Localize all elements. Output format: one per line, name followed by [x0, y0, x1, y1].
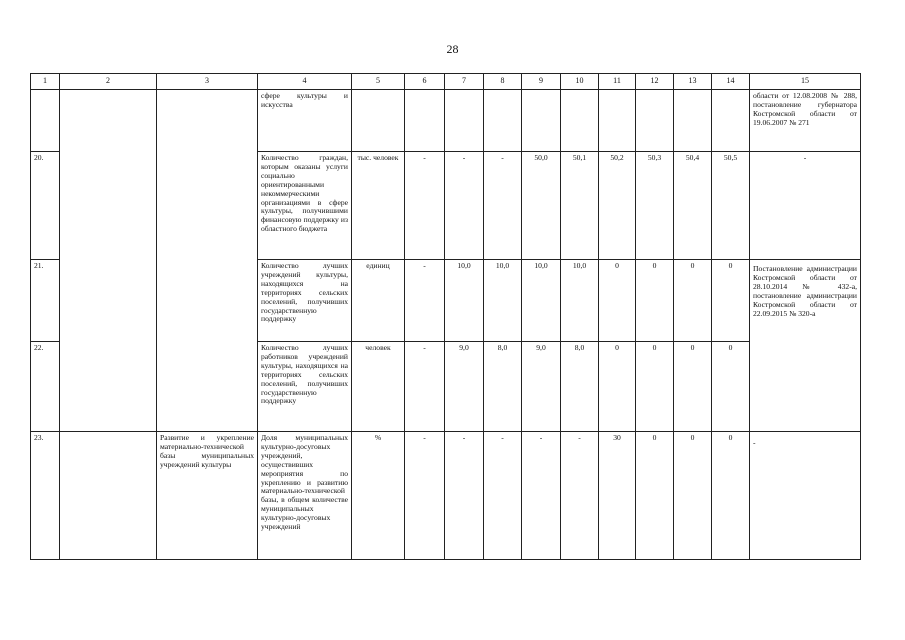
- header-cell: 7: [445, 74, 484, 90]
- unit-cell: %: [352, 432, 405, 560]
- value-cell: 0: [636, 260, 674, 342]
- indicator-name: Количество лучших работников учреждений культуры, находящихся на территориях сельских поселений, получивших государственную поддержку: [258, 342, 352, 432]
- value-cell: 8,0: [561, 342, 599, 432]
- value-cell: -: [445, 152, 484, 260]
- header-cell: 11: [599, 74, 636, 90]
- value-cell: -: [522, 432, 561, 560]
- legal-basis-cell: -: [750, 432, 861, 560]
- value-cell: 50,3: [636, 152, 674, 260]
- value-cell: 0: [636, 342, 674, 432]
- value-cell: 50,4: [674, 152, 712, 260]
- header-cell: 13: [674, 74, 712, 90]
- value-cell: 9,0: [522, 342, 561, 432]
- value-cell: 10,0: [445, 260, 484, 342]
- value-cell: 0: [599, 260, 636, 342]
- value-cell: 0: [636, 432, 674, 560]
- measure-cell: Развитие и укрепление материально-технической базы муниципальных учреждений культуры: [157, 432, 258, 560]
- value-cell: -: [405, 432, 445, 560]
- value-cell: 50,2: [599, 152, 636, 260]
- value-cell: 30: [599, 432, 636, 560]
- unit-cell: тыс. человек: [352, 152, 405, 260]
- unit-cell: единиц: [352, 260, 405, 342]
- legal-basis-cell: Постановление администрации Костромской области от 28.10.2014 № 432-а, постановление администрации Костромской области от 22.09.2015 № 320-а: [750, 260, 861, 432]
- value-cell: 0: [674, 432, 712, 560]
- indicator-name: Количество граждан, которым оказаны услуги социально ориентированными некоммерческими организациями в сфере культуры, получившими финансовую поддержку из областного бюджета: [258, 152, 352, 260]
- value-cell: 9,0: [445, 342, 484, 432]
- value-cell: -: [405, 342, 445, 432]
- value-cell: [405, 90, 445, 152]
- measure-cell: [157, 90, 258, 432]
- value-cell: [712, 90, 750, 152]
- table-row: [31, 90, 861, 152]
- indicator-name: Доля муниципальных культурно-досуговых учреждений, осуществивших мероприятия по укреплению и развитию материально-технической базы, в общем количестве муниципальных культурно-досуговых учреждений: [258, 432, 352, 560]
- value-cell: 0: [712, 260, 750, 342]
- row-number: 21.: [31, 260, 60, 342]
- header-cell: 6: [405, 74, 445, 90]
- header-cell: 2: [60, 74, 157, 90]
- row-number: [31, 90, 60, 152]
- row-number: 22.: [31, 342, 60, 432]
- indicator-name: сфере культуры и искусства: [258, 90, 352, 152]
- value-cell: 0: [599, 342, 636, 432]
- indicator-name: Количество лучших учреждений культуры, находящихся на территориях сельских поселений, получивших государственную поддержку: [258, 260, 352, 342]
- row-number: 23.: [31, 432, 60, 560]
- value-cell: 10,0: [561, 260, 599, 342]
- value-cell: -: [405, 152, 445, 260]
- value-cell: [522, 90, 561, 152]
- value-cell: 8,0: [484, 342, 522, 432]
- value-cell: 0: [674, 342, 712, 432]
- value-cell: 0: [674, 260, 712, 342]
- page-number: 28: [446, 42, 459, 56]
- value-cell: -: [445, 432, 484, 560]
- header-cell: 9: [522, 74, 561, 90]
- header-cell: 3: [157, 74, 258, 90]
- value-cell: -: [484, 152, 522, 260]
- value-cell: 0: [712, 342, 750, 432]
- program-cell: [60, 432, 157, 560]
- unit-cell: [352, 90, 405, 152]
- header-cell: 15: [750, 74, 861, 90]
- value-cell: 50,1: [561, 152, 599, 260]
- value-cell: 50,0: [522, 152, 561, 260]
- value-cell: 10,0: [484, 260, 522, 342]
- program-cell: [60, 90, 157, 432]
- value-cell: [636, 90, 674, 152]
- value-cell: [599, 90, 636, 152]
- indicators-table: [30, 73, 861, 560]
- value-cell: [674, 90, 712, 152]
- value-cell: -: [561, 432, 599, 560]
- value-cell: 50,5: [712, 152, 750, 260]
- value-cell: 10,0: [522, 260, 561, 342]
- row-number: 20.: [31, 152, 60, 260]
- legal-basis-cell: области от 12.08.2008 № 288, постановление губернатора Костромской области от 19.06.2007 № 271: [750, 90, 861, 152]
- value-cell: [484, 90, 522, 152]
- value-cell: -: [405, 260, 445, 342]
- value-cell: -: [484, 432, 522, 560]
- value-cell: 0: [712, 432, 750, 560]
- header-cell: 1: [31, 74, 60, 90]
- header-cell: 4: [258, 74, 352, 90]
- header-row: [31, 74, 861, 90]
- header-cell: 5: [352, 74, 405, 90]
- value-cell: [561, 90, 599, 152]
- header-cell: 8: [484, 74, 522, 90]
- header-cell: 10: [561, 74, 599, 90]
- unit-cell: человек: [352, 342, 405, 432]
- header-cell: 14: [712, 74, 750, 90]
- legal-basis-cell: -: [750, 152, 861, 260]
- value-cell: [445, 90, 484, 152]
- header-cell: 12: [636, 74, 674, 90]
- table-row: [31, 432, 861, 560]
